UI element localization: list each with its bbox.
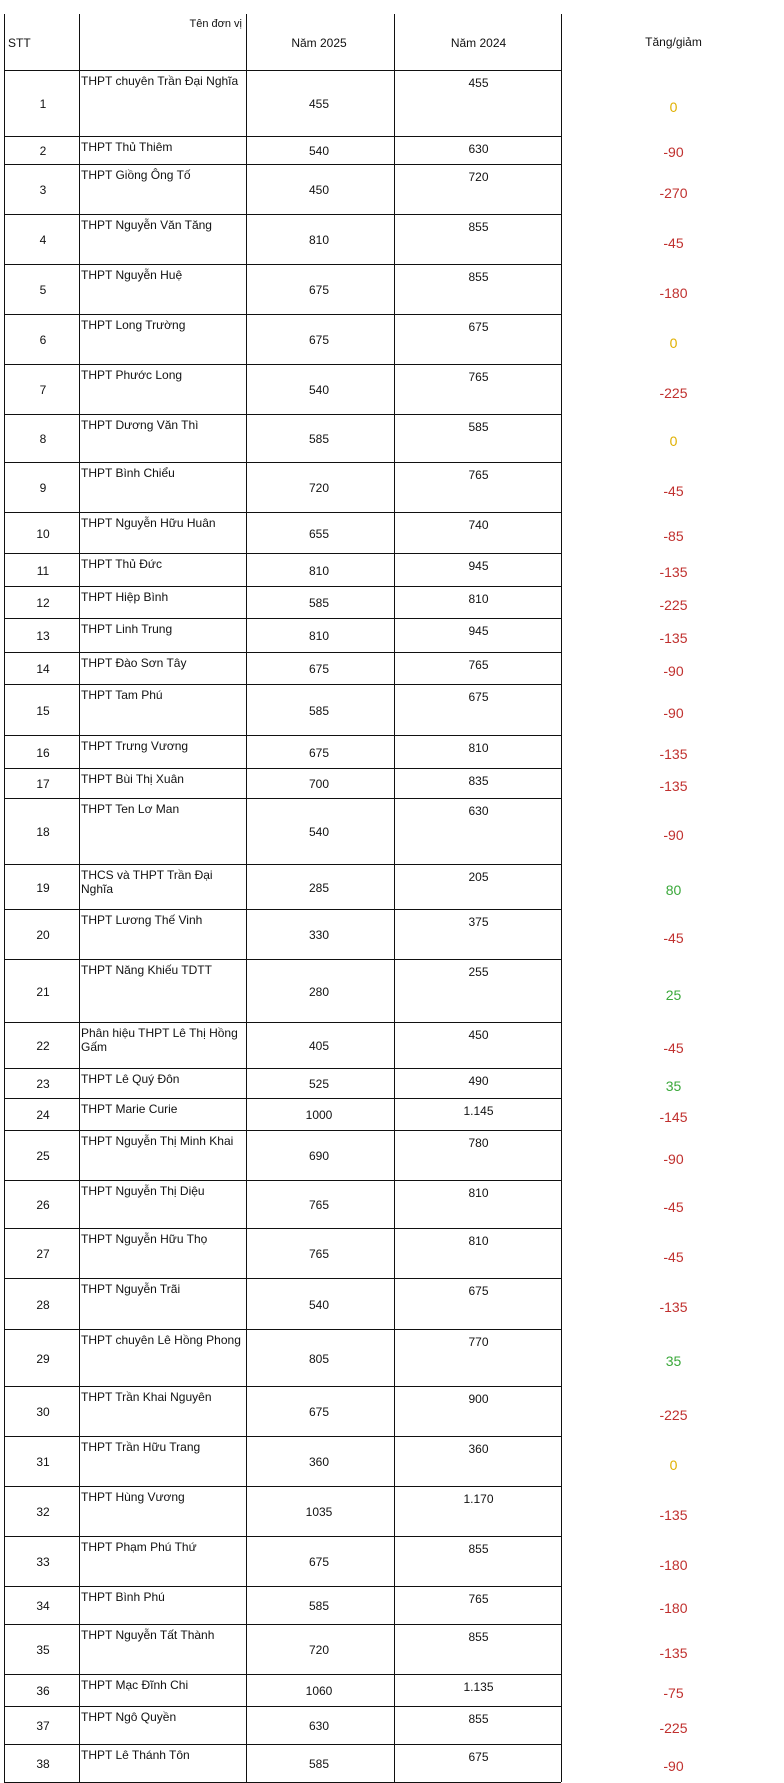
- cell-tang-giam: -135: [659, 1645, 688, 1661]
- cell-tang-giam: -85: [663, 528, 684, 544]
- cell-nam-2025: 720: [308, 481, 330, 495]
- cell-nam-2025: 1000: [305, 1108, 333, 1122]
- row-divider: [4, 1386, 561, 1387]
- cell-stt: 33: [36, 1555, 50, 1569]
- row-divider: [4, 1674, 561, 1675]
- cell-ten-don-vi: Phân hiệu THPT Lê Thị Hồng Gấm: [81, 1026, 238, 1054]
- cell-nam-2025: 525: [308, 1077, 330, 1091]
- cell-nam-2025: 630: [308, 1719, 330, 1733]
- cell-ten-don-vi: THPT Ten Lơ Man: [81, 802, 180, 816]
- cell-nam-2024: 810: [468, 1186, 489, 1200]
- row-divider: [4, 1624, 561, 1625]
- cell-tang-giam: -225: [659, 1407, 688, 1423]
- cell-stt: 23: [36, 1077, 50, 1091]
- cell-ten-don-vi: THPT Bình Phú: [81, 1590, 165, 1604]
- cell-tang-giam: -45: [663, 1040, 684, 1056]
- cell-tang-giam: -135: [659, 746, 688, 762]
- cell-tang-giam: -45: [663, 1199, 684, 1215]
- cell-ten-don-vi: THPT Phạm Phú Thứ: [81, 1540, 197, 1554]
- cell-stt: 4: [39, 233, 47, 247]
- cell-tang-giam: 25: [665, 987, 682, 1003]
- cell-nam-2024: 455: [468, 76, 489, 90]
- cell-tang-giam: -180: [659, 285, 688, 301]
- header-nam-2024: Năm 2024: [450, 36, 507, 50]
- cell-ten-don-vi: THPT Năng Khiếu TDTT: [81, 963, 212, 977]
- cell-nam-2025: 540: [308, 383, 330, 397]
- cell-ten-don-vi: THPT Thủ Thiêm: [81, 140, 173, 154]
- row-divider: [4, 959, 561, 960]
- cell-ten-don-vi: THPT Bình Chiểu: [81, 466, 175, 480]
- cell-nam-2024: 205: [468, 870, 489, 884]
- cell-tang-giam: -45: [663, 483, 684, 499]
- cell-nam-2024: 720: [468, 170, 489, 184]
- cell-nam-2024: 675: [468, 690, 489, 704]
- cell-nam-2024: 450: [468, 1028, 489, 1042]
- cell-tang-giam: -135: [659, 564, 688, 580]
- cell-stt: 35: [36, 1643, 50, 1657]
- cell-tang-giam: -145: [659, 1109, 688, 1125]
- column-divider: [79, 14, 80, 1782]
- column-divider: [394, 14, 395, 1782]
- cell-stt: 17: [36, 777, 50, 791]
- cell-nam-2024: 490: [468, 1074, 489, 1088]
- cell-nam-2024: 675: [468, 320, 489, 334]
- cell-tang-giam: -90: [663, 144, 684, 160]
- cell-nam-2025: 585: [308, 596, 330, 610]
- cell-ten-don-vi: THPT Giồng Ông Tố: [81, 168, 191, 182]
- row-divider: [4, 1329, 561, 1330]
- cell-ten-don-vi: THPT Nguyễn Huệ: [81, 268, 183, 282]
- row-divider: [4, 414, 561, 415]
- row-divider: [4, 1022, 561, 1023]
- cell-nam-2025: 675: [308, 1405, 330, 1419]
- row-divider: [4, 586, 561, 587]
- header-nam-2025: Năm 2025: [291, 36, 347, 50]
- cell-tang-giam: -225: [659, 597, 688, 613]
- column-divider: [561, 14, 562, 1782]
- cell-nam-2025: 585: [308, 1757, 330, 1771]
- row-divider: [4, 1068, 561, 1069]
- row-divider: [4, 1486, 561, 1487]
- cell-ten-don-vi: THPT Lê Thánh Tôn: [81, 1748, 190, 1762]
- cell-ten-don-vi: THPT Linh Trung: [81, 622, 173, 636]
- cell-ten-don-vi: THPT Hùng Vương: [81, 1490, 185, 1504]
- cell-tang-giam: 0: [669, 433, 678, 449]
- row-divider: [4, 768, 561, 769]
- cell-ten-don-vi: THPT Nguyễn Thị Diệu: [81, 1184, 205, 1198]
- row-divider: [4, 1536, 561, 1537]
- cell-ten-don-vi: THPT Ngô Quyền: [81, 1710, 177, 1724]
- cell-stt: 14: [36, 662, 50, 676]
- row-divider: [4, 1586, 561, 1587]
- cell-stt: 31: [36, 1455, 50, 1469]
- cell-nam-2024: 765: [468, 468, 489, 482]
- cell-stt: 38: [36, 1757, 50, 1771]
- cell-ten-don-vi: THPT Trần Khai Nguyên: [81, 1390, 212, 1404]
- cell-stt: 22: [36, 1039, 50, 1053]
- cell-tang-giam: -225: [659, 1720, 688, 1736]
- cell-stt: 25: [36, 1149, 50, 1163]
- cell-nam-2025: 690: [308, 1149, 330, 1163]
- cell-nam-2025: 540: [308, 144, 330, 158]
- cell-tang-giam: -225: [659, 385, 688, 401]
- cell-nam-2025: 810: [308, 629, 330, 643]
- cell-tang-giam: -135: [659, 1299, 688, 1315]
- cell-nam-2025: 360: [308, 1455, 330, 1469]
- cell-nam-2024: 855: [468, 220, 489, 234]
- cell-stt: 11: [36, 564, 50, 578]
- cell-tang-giam: -45: [663, 1249, 684, 1265]
- cell-tang-giam: -270: [659, 185, 688, 201]
- cell-nam-2024: 810: [468, 592, 489, 606]
- row-divider: [4, 1436, 561, 1437]
- cell-tang-giam: 35: [665, 1078, 682, 1094]
- cell-nam-2025: 540: [308, 1298, 330, 1312]
- cell-nam-2024: 740: [468, 518, 489, 532]
- cell-nam-2025: 405: [308, 1039, 330, 1053]
- cell-stt: 29: [36, 1352, 50, 1366]
- cell-nam-2024: 770: [468, 1335, 489, 1349]
- row-divider: [4, 1228, 561, 1229]
- row-divider: [4, 512, 561, 513]
- cell-tang-giam: -135: [659, 630, 688, 646]
- row-divider: [4, 462, 561, 463]
- cell-ten-don-vi: THPT Nguyễn Hữu Thọ: [81, 1232, 208, 1246]
- cell-nam-2025: 810: [308, 564, 330, 578]
- column-divider: [4, 14, 5, 1782]
- cell-stt: 9: [39, 481, 47, 495]
- column-divider: [246, 14, 247, 1782]
- cell-stt: 1: [39, 97, 47, 111]
- cell-stt: 37: [36, 1719, 50, 1733]
- cell-tang-giam: -90: [663, 663, 684, 679]
- cell-stt: 18: [36, 825, 50, 839]
- row-divider: [4, 864, 561, 865]
- cell-nam-2025: 1035: [305, 1505, 333, 1519]
- cell-ten-don-vi: THPT Nguyễn Hữu Huân: [81, 516, 216, 530]
- cell-nam-2024: 360: [468, 1442, 489, 1456]
- cell-nam-2024: 855: [468, 1542, 489, 1556]
- cell-stt: 28: [36, 1298, 50, 1312]
- cell-stt: 15: [36, 704, 50, 718]
- cell-ten-don-vi: THPT Dương Văn Thì: [81, 418, 199, 432]
- row-divider: [4, 70, 561, 71]
- cell-ten-don-vi: THPT Thủ Đức: [81, 557, 162, 571]
- header-ten-don-vi: Tên đơn vị: [189, 18, 242, 30]
- cell-nam-2025: 450: [308, 183, 330, 197]
- cell-tang-giam: -180: [659, 1557, 688, 1573]
- row-divider: [4, 909, 561, 910]
- row-divider: [4, 364, 561, 365]
- row-divider: [4, 164, 561, 165]
- cell-stt: 10: [36, 527, 50, 541]
- cell-tang-giam: 0: [669, 335, 678, 351]
- cell-ten-don-vi: THPT Nguyễn Trãi: [81, 1282, 181, 1296]
- row-divider: [4, 553, 561, 554]
- cell-nam-2024: 1.135: [463, 1680, 494, 1694]
- row-divider: [4, 1098, 561, 1099]
- cell-tang-giam: -45: [663, 235, 684, 251]
- cell-nam-2025: 655: [308, 527, 330, 541]
- cell-tang-giam: 80: [665, 882, 682, 898]
- cell-ten-don-vi: THPT chuyên Lê Hồng Phong: [81, 1333, 241, 1347]
- cell-nam-2025: 330: [308, 928, 330, 942]
- cell-ten-don-vi: THPT Lê Quý Đôn: [81, 1072, 180, 1086]
- cell-nam-2024: 945: [468, 624, 489, 638]
- cell-nam-2024: 855: [468, 270, 489, 284]
- cell-stt: 36: [36, 1684, 50, 1698]
- cell-ten-don-vi: THPT Tam Phú: [81, 688, 163, 702]
- cell-nam-2024: 255: [468, 965, 489, 979]
- row-divider: [4, 1130, 561, 1131]
- cell-tang-giam: -90: [663, 827, 684, 843]
- header-tang-giam: Tăng/giảm: [645, 35, 702, 49]
- cell-nam-2024: 855: [468, 1712, 489, 1726]
- cell-nam-2025: 675: [308, 283, 330, 297]
- cell-nam-2025: 720: [308, 1643, 330, 1657]
- cell-nam-2024: 780: [468, 1136, 489, 1150]
- cell-nam-2024: 765: [468, 658, 489, 672]
- cell-nam-2025: 1060: [305, 1684, 333, 1698]
- cell-nam-2024: 855: [468, 1630, 489, 1644]
- cell-nam-2025: 675: [308, 333, 330, 347]
- cell-nam-2025: 540: [308, 825, 330, 839]
- cell-stt: 5: [39, 283, 47, 297]
- cell-tang-giam: -75: [663, 1685, 684, 1701]
- cell-nam-2025: 675: [308, 746, 330, 760]
- cell-nam-2025: 765: [308, 1198, 330, 1212]
- header-stt: STT: [8, 36, 31, 50]
- cell-stt: 16: [36, 746, 50, 760]
- cell-ten-don-vi: THPT Marie Curie: [81, 1102, 178, 1116]
- cell-stt: 30: [36, 1405, 50, 1419]
- cell-nam-2024: 945: [468, 559, 489, 573]
- cell-ten-don-vi: THPT Trưng Vương: [81, 739, 189, 753]
- cell-nam-2025: 455: [308, 97, 330, 111]
- cell-ten-don-vi: THPT Trần Hữu Trang: [81, 1440, 201, 1454]
- row-divider: [4, 735, 561, 736]
- cell-stt: 20: [36, 928, 50, 942]
- row-divider: [4, 264, 561, 265]
- row-divider: [4, 1744, 561, 1745]
- row-divider: [4, 1278, 561, 1279]
- cell-ten-don-vi: THPT Nguyễn Văn Tăng: [81, 218, 212, 232]
- row-divider: [4, 1180, 561, 1181]
- cell-tang-giam: -135: [659, 1507, 688, 1523]
- cell-nam-2024: 1.170: [463, 1492, 494, 1506]
- cell-nam-2024: 765: [468, 1592, 489, 1606]
- cell-nam-2024: 675: [468, 1284, 489, 1298]
- cell-ten-don-vi: THPT chuyên Trần Đại Nghĩa: [81, 74, 239, 88]
- cell-stt: 26: [36, 1198, 50, 1212]
- row-divider: [4, 652, 561, 653]
- cell-stt: 19: [36, 881, 50, 895]
- cell-stt: 32: [36, 1505, 50, 1519]
- cell-ten-don-vi: THPT Long Trường: [81, 318, 186, 332]
- row-divider: [4, 798, 561, 799]
- cell-nam-2024: 810: [468, 741, 489, 755]
- cell-nam-2025: 285: [308, 881, 330, 895]
- cell-nam-2024: 630: [468, 804, 489, 818]
- cell-nam-2024: 585: [468, 420, 489, 434]
- row-divider: [4, 618, 561, 619]
- cell-nam-2025: 805: [308, 1352, 330, 1366]
- cell-ten-don-vi: THPT Nguyễn Thị Minh Khai: [81, 1134, 234, 1148]
- cell-tang-giam: 0: [669, 99, 678, 115]
- cell-ten-don-vi: THPT Hiệp Bình: [81, 590, 169, 604]
- cell-nam-2025: 765: [308, 1247, 330, 1261]
- cell-tang-giam: -90: [663, 1151, 684, 1167]
- row-divider: [4, 214, 561, 215]
- cell-nam-2024: 765: [468, 370, 489, 384]
- cell-nam-2025: 585: [308, 1599, 330, 1613]
- cell-stt: 7: [39, 383, 47, 397]
- cell-stt: 3: [39, 183, 47, 197]
- cell-nam-2024: 810: [468, 1234, 489, 1248]
- cell-tang-giam: -90: [663, 1758, 684, 1774]
- cell-nam-2024: 1.145: [463, 1104, 494, 1118]
- cell-stt: 27: [36, 1247, 50, 1261]
- cell-nam-2025: 700: [308, 777, 330, 791]
- cell-nam-2025: 675: [308, 1555, 330, 1569]
- cell-nam-2024: 900: [468, 1392, 489, 1406]
- cell-stt: 13: [36, 629, 50, 643]
- cell-tang-giam: -135: [659, 778, 688, 794]
- cell-stt: 24: [36, 1108, 50, 1122]
- cell-tang-giam: 35: [665, 1353, 682, 1369]
- cell-ten-don-vi: THCS và THPT Trần Đại Nghĩa: [81, 868, 213, 896]
- cell-ten-don-vi: THPT Phước Long: [81, 368, 183, 382]
- cell-ten-don-vi: THPT Mạc Đĩnh Chi: [81, 1678, 189, 1692]
- cell-ten-don-vi: THPT Bùi Thị Xuân: [81, 772, 184, 786]
- cell-nam-2024: 675: [468, 1750, 489, 1764]
- cell-tang-giam: -180: [659, 1600, 688, 1616]
- cell-nam-2025: 585: [308, 432, 330, 446]
- row-divider: [4, 1706, 561, 1707]
- cell-stt: 21: [36, 985, 50, 999]
- cell-ten-don-vi: THPT Lương Thế Vinh: [81, 913, 203, 927]
- cell-tang-giam: 0: [669, 1457, 678, 1473]
- cell-ten-don-vi: THPT Nguyễn Tất Thành: [81, 1628, 215, 1642]
- cell-stt: 8: [39, 432, 47, 446]
- row-divider: [4, 684, 561, 685]
- cell-nam-2024: 630: [468, 142, 489, 156]
- cell-tang-giam: -45: [663, 930, 684, 946]
- cell-nam-2025: 810: [308, 233, 330, 247]
- cell-nam-2024: 835: [468, 774, 489, 788]
- cell-stt: 2: [39, 144, 47, 158]
- cell-nam-2025: 280: [308, 985, 330, 999]
- cell-nam-2025: 585: [308, 704, 330, 718]
- cell-ten-don-vi: THPT Đào Sơn Tây: [81, 656, 187, 670]
- cell-nam-2025: 675: [308, 662, 330, 676]
- cell-tang-giam: -90: [663, 705, 684, 721]
- cell-stt: 12: [36, 596, 50, 610]
- row-divider: [4, 314, 561, 315]
- row-divider: [4, 136, 561, 137]
- cell-nam-2024: 375: [468, 915, 489, 929]
- cell-stt: 34: [36, 1599, 50, 1613]
- cell-stt: 6: [39, 333, 47, 347]
